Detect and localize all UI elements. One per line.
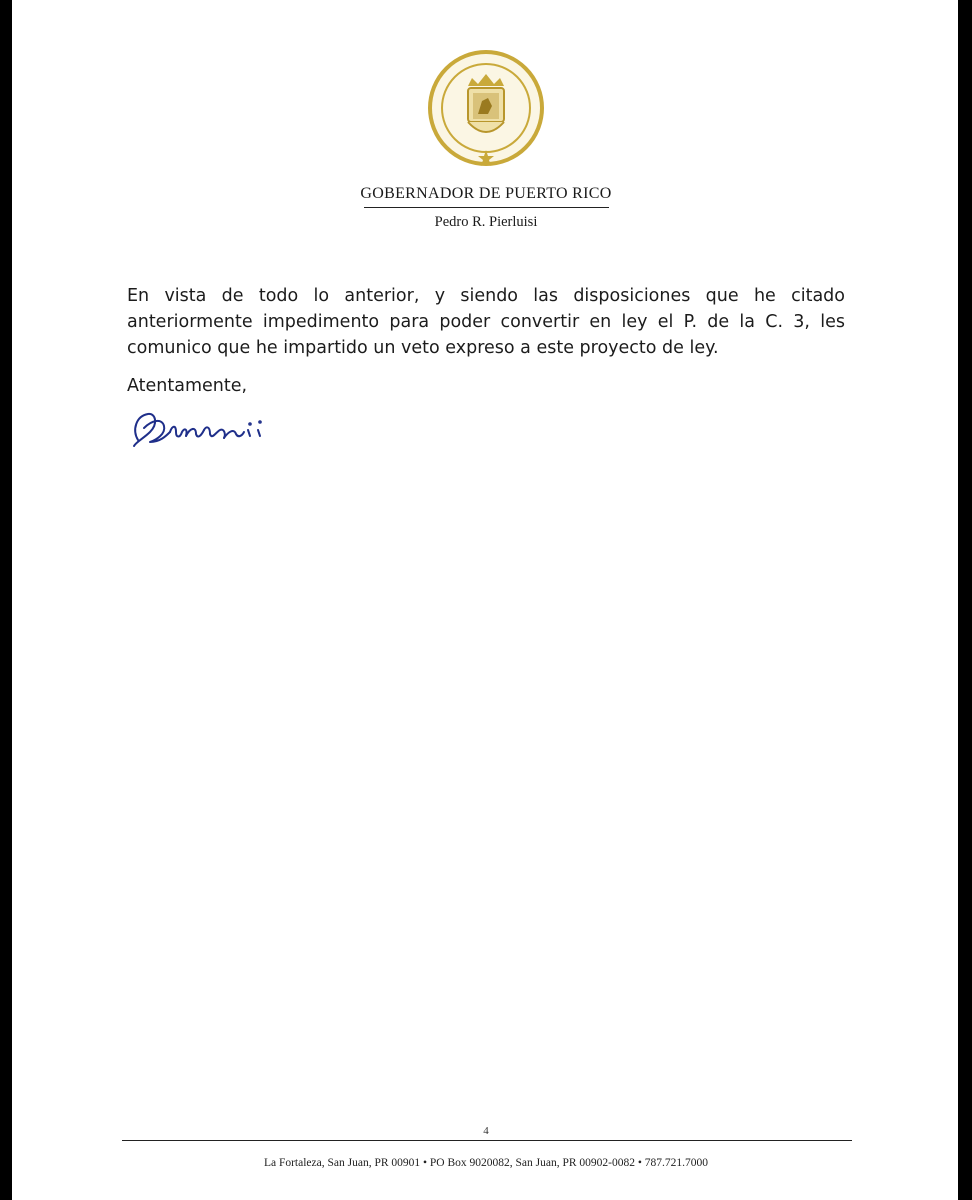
body-paragraph: En vista de todo lo anterior, y siendo las disposiciones que he citado anteriormente impedimento para poder convertir en ley el P. de la C. 3, les comunico que he impartido un veto expreso a este proyecto de ley. <box>127 286 845 358</box>
header-divider <box>364 207 609 208</box>
signature-icon <box>126 402 286 457</box>
header-name: Pedro R. Pierluisi <box>434 214 538 230</box>
puerto-rico-seal-icon <box>416 46 556 176</box>
header-title: GOBERNADOR DE PUERTO RICO <box>360 185 612 202</box>
document-page <box>12 0 958 1200</box>
closing-text: Atentamente, <box>127 376 248 396</box>
footer-divider <box>122 1140 852 1141</box>
page-number: 4 <box>483 1125 489 1137</box>
footer-address: La Fortaleza, San Juan, PR 00901 • PO Box 9020082, San Juan, PR 00902-0082 • 787.721.7000 <box>263 1157 709 1169</box>
